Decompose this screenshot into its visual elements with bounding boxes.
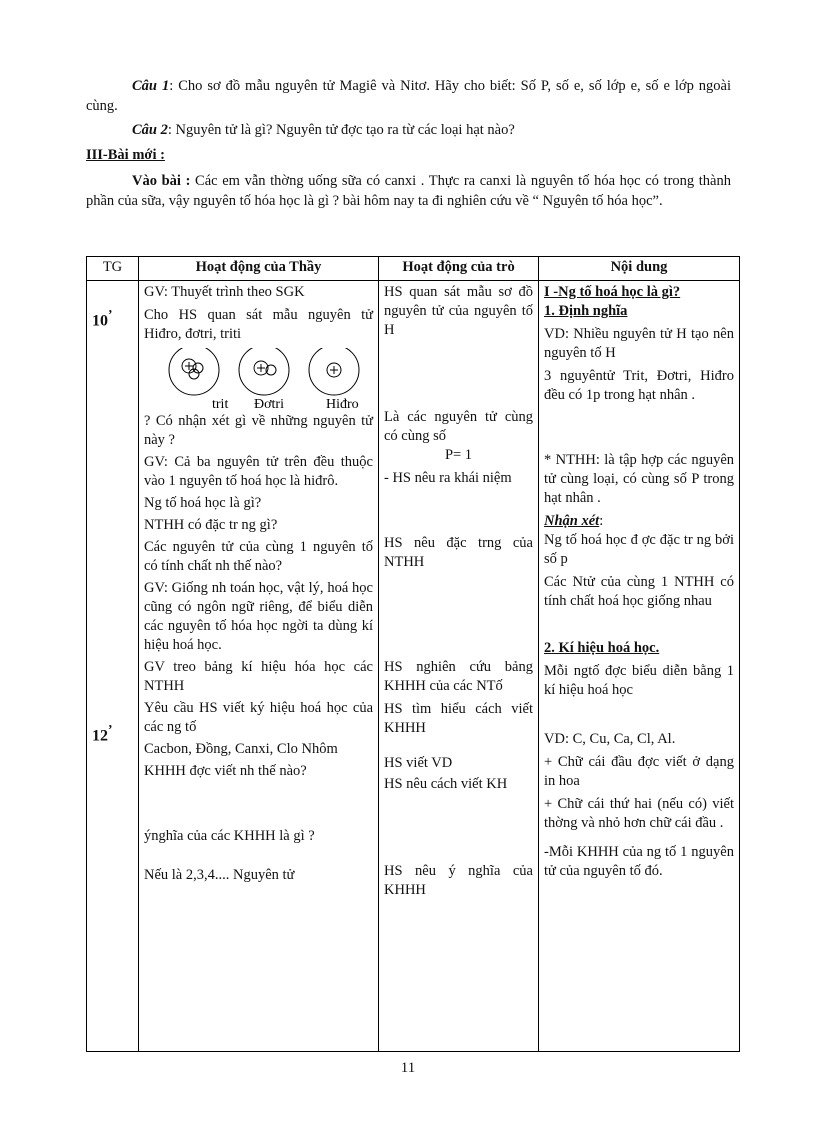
section-title: III-Bài mới : [86,147,165,163]
atom-hidro [309,348,359,395]
page-number: 11 [400,1060,416,1076]
student-line: HS quan sát mẫu sơ đồ nguyên tử của nguyên tố H [384,284,533,338]
content-line: * NTHH: là tập hợp các nguyên tử cùng loại, có cùng số P trong hạt nhân . [544,452,734,506]
student-line: HS nêu cách viết KH [384,776,508,792]
atom-label: trit [212,397,229,410]
content-line: 3 nguyêntử Trit, Đơtri, Hiđro đều có 1p trong hạt nhân . [544,368,734,403]
teacher-line: GV treo bảng kí hiệu hóa học các NTHH [144,659,373,694]
content-line: + Chữ cái thứ hai (nếu có) viết thờng và nhỏ hơn chữ cái đầu . [544,796,734,831]
teacher-line: Cho HS quan sát mẫu nguyên tử Hiđro, đơtri, triti [144,307,373,342]
teacher-line: Các nguyên tử của cùng 1 nguyên tố có tính chất nh thế nào? [144,539,373,574]
teacher-line: GV: Cả ba nguyên tử trên đều thuộc vào 1 nguyên tố hoá học là hiđrô. [144,454,373,489]
content-line: Ng tố hoá học đ ợc đặc tr ng bởi số p [544,532,734,567]
student-line: - HS nêu ra khái niệm [384,470,512,486]
teacher-line: Yêu cầu HS viết ký hiệu hoá học của các ng tố [144,700,373,735]
teacher-line: NTHH có đặc tr ng gì? [144,517,278,533]
student-line: HS nêu ý nghĩa của KHHH [384,863,533,898]
header-teacher: Hoạt động của Thầy [139,257,379,281]
content-subheading: 1. Định nghĩa [544,303,628,319]
header-student: Hoạt động của trò [379,257,539,281]
header-tg: TG [87,257,139,281]
time-column [87,281,139,1052]
remark-label: Nhận xét: [544,513,604,529]
teacher-line: ýnghĩa của các KHHH là gì ? [144,828,315,844]
student-line: HS viết VD [384,755,453,771]
student-line: Là các nguyên tử cùng có cùng số [384,409,533,444]
lead-paragraph: Vào bài : Các em vẫn thờng uống sữa có canxi . Thực ra canxi là nguyên tố hóa học có trong thành phần của sữa, vậy nguyên tố hóa học là gì ? bài hôm nay ta đi nghiên cứu về “ Nguyên tố hóa học”. [86,173,731,209]
time-10: 10’ [92,307,113,330]
content-column [539,281,740,1052]
teacher-line: Nếu là 2,3,4.... Nguyên tử [144,867,295,883]
content-line: Các Ntử của cùng 1 NTHH có tính chất hoá học giống nhau [544,574,734,609]
teacher-column [139,281,379,1052]
teacher-line: GV: Thuyết trình theo SGK [144,284,305,300]
table-header-row [87,257,740,281]
student-line: HS tìm hiểu cách viết KHHH [384,701,533,736]
content-heading: 2. Kí hiệu hoá học. [544,640,660,656]
teacher-line: ? Có nhận xét gì về những nguyên tử này ? [144,413,373,448]
content-heading: I -Ng tố hoá học là gì? [544,284,681,300]
header-content: Nội dung [539,257,740,281]
atom-models [164,348,364,410]
teacher-line: Ng tố hoá học là gì? [144,495,262,511]
student-line: HS nêu đặc trng của NTHH [384,535,533,570]
teacher-line: KHHH đợc viết nh thế nào? [144,763,307,779]
student-column [379,281,539,1052]
question-2: Câu 2: Nguyên tử là gì? Nguyên tử đợc tạo ra từ các loại hạt nào? [132,122,515,138]
time-12: 12’ [92,722,113,745]
table-row [87,281,740,1052]
teacher-line: GV: Giống nh toán học, vật lý, hoá học cũng có ngôn ngữ riêng, để biểu diễn các nguyên tố hóa học ngời ta dùng kí hiệu hoá học. [144,580,373,653]
content-line: Mỗi ngtố đợc biểu diễn bằng 1 kí hiệu hoá học [544,663,734,698]
content-line: VD: C, Cu, Ca, Cl, Al. [544,731,676,747]
teacher-line: Cacbon, Đồng, Canxi, Clo Nhôm [144,741,338,757]
student-line: P= 1 [444,447,473,463]
lesson-table [86,256,740,1052]
content-line: + Chữ cái đầu đợc viết ở dạng in hoa [544,754,734,789]
atom-label: Hiđro [326,397,359,410]
atom-triti [169,348,219,395]
atom-dotri [239,348,289,395]
student-line: HS nghiên cứu bảng KHHH của các NTố [384,659,533,694]
atom-label: Đơtri [254,397,284,410]
question-1: Câu 1: Cho sơ đồ mẫu nguyên tử Magiê và Nitơ. Hãy cho biết: Số P, số e, số lớp e, số e lớp ngoài cùng. [86,78,731,114]
content-line: -Mỗi KHHH của ng tố 1 nguyên tử của nguyên tố đó. [544,844,734,879]
content-line: VD: Nhiều nguyên tử H tạo nên nguyên tố H [544,326,734,361]
